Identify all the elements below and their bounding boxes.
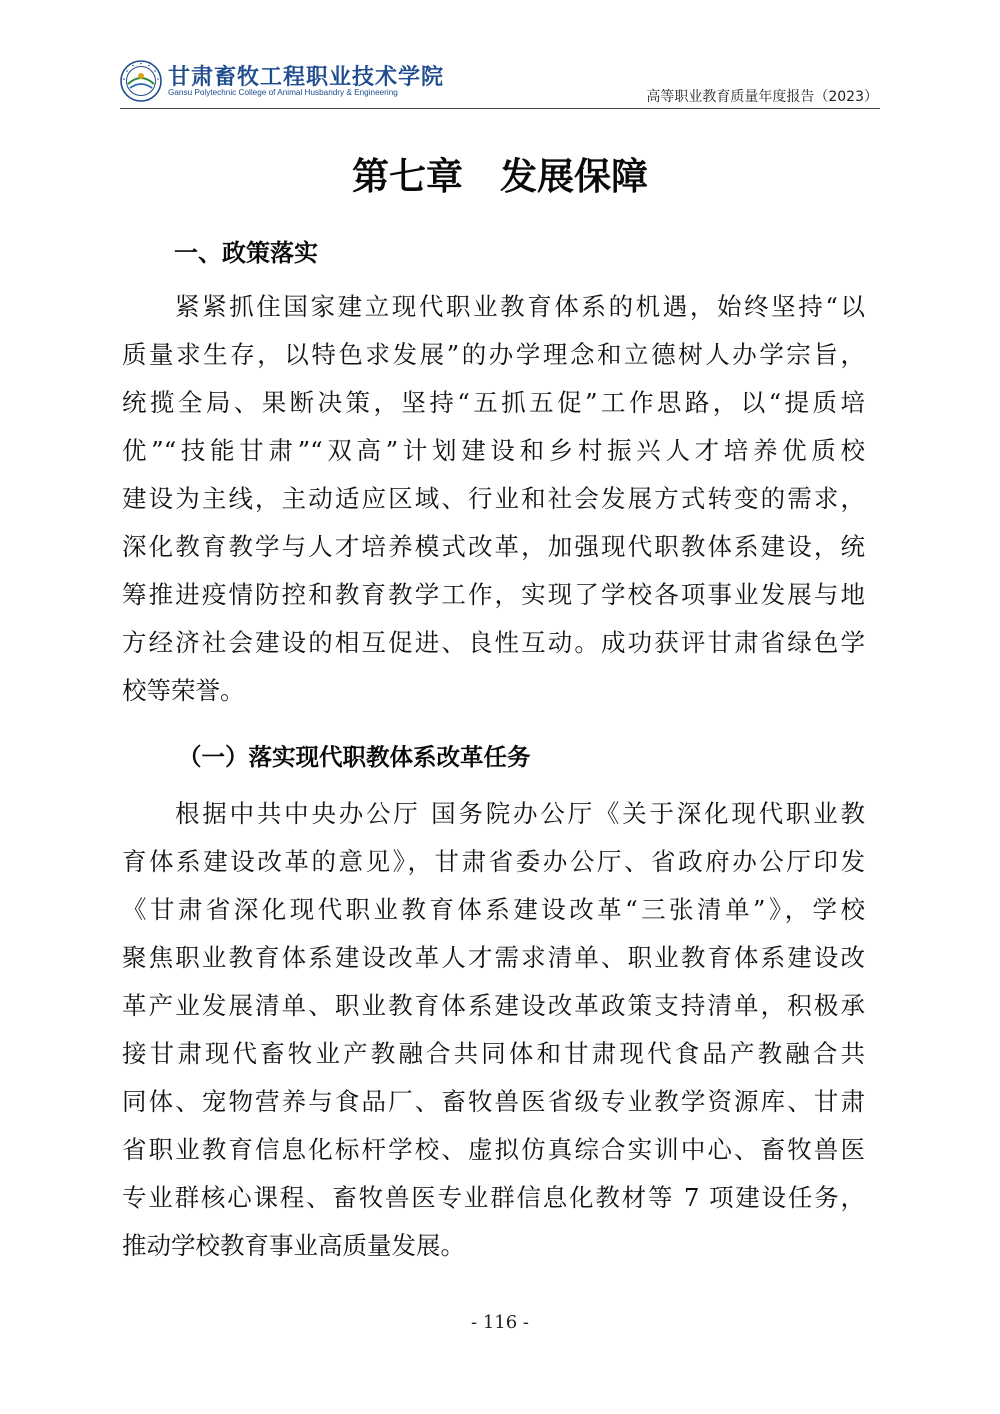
chapter-title: 第七章 发展保障 [352,154,648,198]
section-heading: 一、政策落实 [174,239,318,267]
paragraph-line: 紧紧抓住国家建立现代职业教育体系的机遇，始终坚持“以 [175,292,865,321]
subsection-heading: （一）落实现代职教体系改革任务 [178,743,531,771]
paragraph-line: 优”“技能甘肃”“双高”计划建设和乡村振兴人才培养优质校 [122,436,865,465]
paragraph-line: 筹推进疫情防控和教育教学工作，实现了学校各项事业发展与地 [122,580,865,609]
paragraph-line: 革产业发展清单、职业教育体系建设改革政策支持清单，积极承 [122,991,865,1020]
paragraph-line: 方经济社会建设的相互促进、良性互动。成功获评甘肃省绿色学 [122,628,865,657]
paragraph-line: 建设为主线，主动适应区域、行业和社会发展方式转变的需求， [122,484,865,513]
college-name-cn: 甘肃畜牧工程职业技术学院 [168,64,445,90]
paragraph-line: 育体系建设改革的意见》，甘肃省委办公厅、省政府办公厅印发 [122,847,865,876]
paragraph-line: 聚焦职业教育体系建设改革人才需求清单、职业教育体系建设改 [122,943,865,972]
paragraph-line: 《甘肃省深化现代职业教育体系建设改革“三张清单”》，学校 [122,895,865,924]
page-header [120,58,880,110]
paragraph-line: 校等荣誉。 [122,676,245,705]
paragraph-line: 专业群核心课程、畜牧兽医专业群信息化教材等 7 项建设任务， [122,1183,865,1212]
paragraph-line: 同体、宠物营养与食品厂、畜牧兽医省级专业教学资源库、甘肃 [122,1087,865,1116]
report-title: 高等职业教育质量年度报告（2023） [646,89,878,105]
college-name-en: Gansu Polytechnic College of Animal Husbandry & Engineering [168,88,398,97]
paragraph-line: 接甘肃现代畜牧业产教融合共同体和甘肃现代食品产教融合共 [122,1039,865,1068]
paragraph-line: 统揽全局、果断决策，坚持“五抓五促”工作思路，以“提质培 [122,388,865,417]
page-number: - 116 - [471,1312,529,1333]
paragraph-line: 深化教育教学与人才培养模式改革，加强现代职教体系建设，统 [122,532,865,561]
paragraph-line: 推动学校教育事业高质量发展。 [122,1231,465,1260]
paragraph-line: 质量求生存，以特色求发展”的办学理念和立德树人办学宗旨， [122,340,865,369]
college-seal-logo [120,60,162,102]
paragraph-line: 省职业教育信息化标杆学校、虚拟仿真综合实训中心、畜牧兽医 [122,1135,865,1164]
paragraph-line: 根据中共中央办公厅 国务院办公厅《关于深化现代职业教 [175,799,865,828]
header-divider [120,108,880,109]
